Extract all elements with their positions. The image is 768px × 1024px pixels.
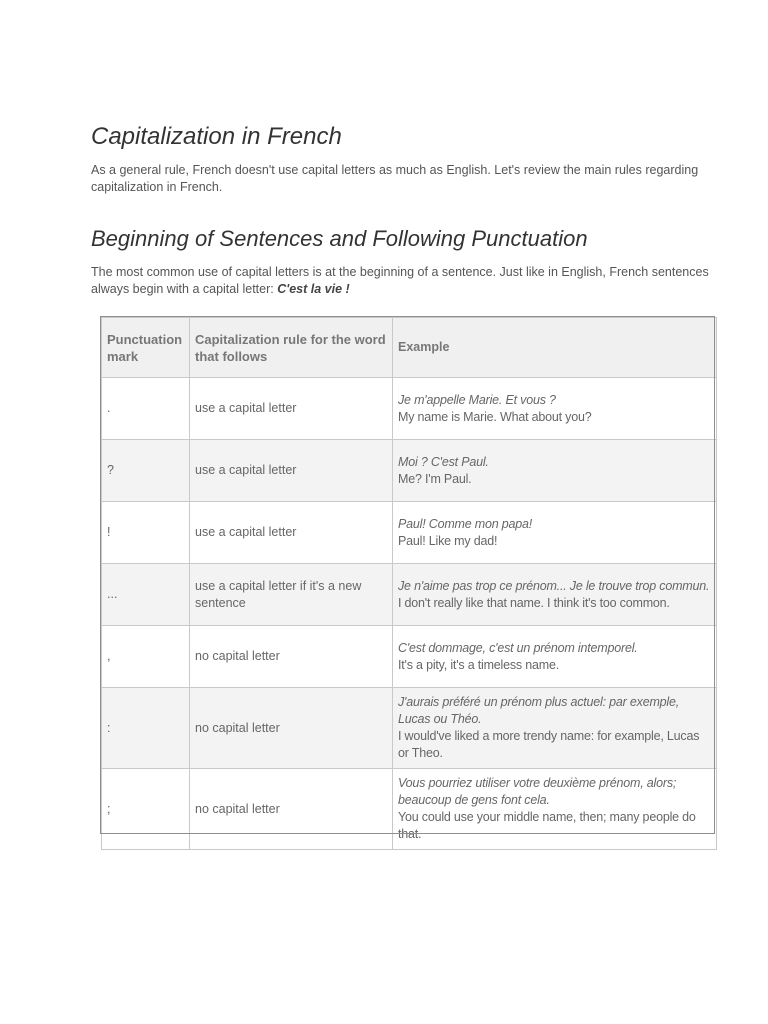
rule-cell: use a capital letter if it's a new sentence — [190, 564, 393, 626]
table-row — [102, 564, 717, 626]
rule-cell: use a capital letter — [190, 502, 393, 564]
example-cell — [393, 378, 717, 440]
table-row — [102, 440, 717, 502]
header-capitalization-rule: Capitalization rule for the word that follows — [190, 318, 393, 378]
example-french: Paul! Comme mon papa! — [398, 516, 533, 531]
table-row — [102, 626, 717, 688]
header-punctuation-mark: Punctuation mark — [102, 318, 190, 378]
example-english: My name is Marie. What about you? — [398, 409, 592, 424]
punctuation-cell: ? — [102, 440, 190, 502]
header-example: Example — [393, 318, 717, 378]
punctuation-cell: ; — [102, 769, 190, 850]
table-row — [102, 769, 717, 850]
section-heading: Beginning of Sentences and Following Punctuation — [91, 226, 588, 251]
example-cell — [393, 502, 717, 564]
example-french: Je m'appelle Marie. Et vous ? — [398, 392, 556, 407]
page-title: Capitalization in French — [91, 123, 342, 150]
example-french: J'aurais préféré un prénom plus actuel: par exemple, Lucas ou Théo. — [398, 695, 680, 726]
example-cell — [393, 626, 717, 688]
example-french: C'est dommage, c'est un prénom intemporel. — [398, 640, 638, 655]
intro-paragraph: As a general rule, French doesn't use capital letters as much as English. Let's review the main rules regarding capitalization in French. — [91, 163, 699, 194]
example-english: Me? I'm Paul. — [398, 471, 472, 486]
example-french: Moi ? C'est Paul. — [398, 454, 489, 469]
punctuation-cell: : — [102, 688, 190, 769]
section-paragraph-text: The most common use of capital letters is at the beginning of a sentence. Just like in English, French sentences always begin with a capital letter: — [91, 265, 709, 296]
section-paragraph — [91, 264, 711, 298]
table-header-row — [102, 318, 717, 378]
punctuation-cell: . — [102, 378, 190, 440]
example-english: It's a pity, it's a timeless name. — [398, 657, 559, 672]
example-english: You could use your middle name, then; many people do that. — [398, 810, 696, 841]
example-cell — [393, 564, 717, 626]
rule-cell: use a capital letter — [190, 440, 393, 502]
example-english: I don't really like that name. I think it's too common. — [398, 595, 670, 610]
example-cell — [393, 688, 717, 769]
table-row — [102, 688, 717, 769]
table-row — [102, 502, 717, 564]
rule-cell: use a capital letter — [190, 378, 393, 440]
rule-cell: no capital letter — [190, 688, 393, 769]
example-french: Vous pourriez utiliser votre deuxième prénom, alors; beaucoup de gens font cela. — [398, 776, 677, 807]
example-cell — [393, 440, 717, 502]
rule-cell: no capital letter — [190, 626, 393, 688]
punctuation-table — [101, 317, 717, 850]
example-french: Je n'aime pas trop ce prénom... Je le trouve trop commun. — [398, 578, 710, 593]
punctuation-cell: ... — [102, 564, 190, 626]
section-paragraph-example: C'est la vie ! — [277, 282, 350, 296]
punctuation-cell: ! — [102, 502, 190, 564]
punctuation-cell: , — [102, 626, 190, 688]
example-english: I would've liked a more trendy name: for example, Lucas or Theo. — [398, 729, 700, 760]
example-cell — [393, 769, 717, 850]
rule-cell: no capital letter — [190, 769, 393, 850]
example-english: Paul! Like my dad! — [398, 533, 498, 548]
table-row — [102, 378, 717, 440]
